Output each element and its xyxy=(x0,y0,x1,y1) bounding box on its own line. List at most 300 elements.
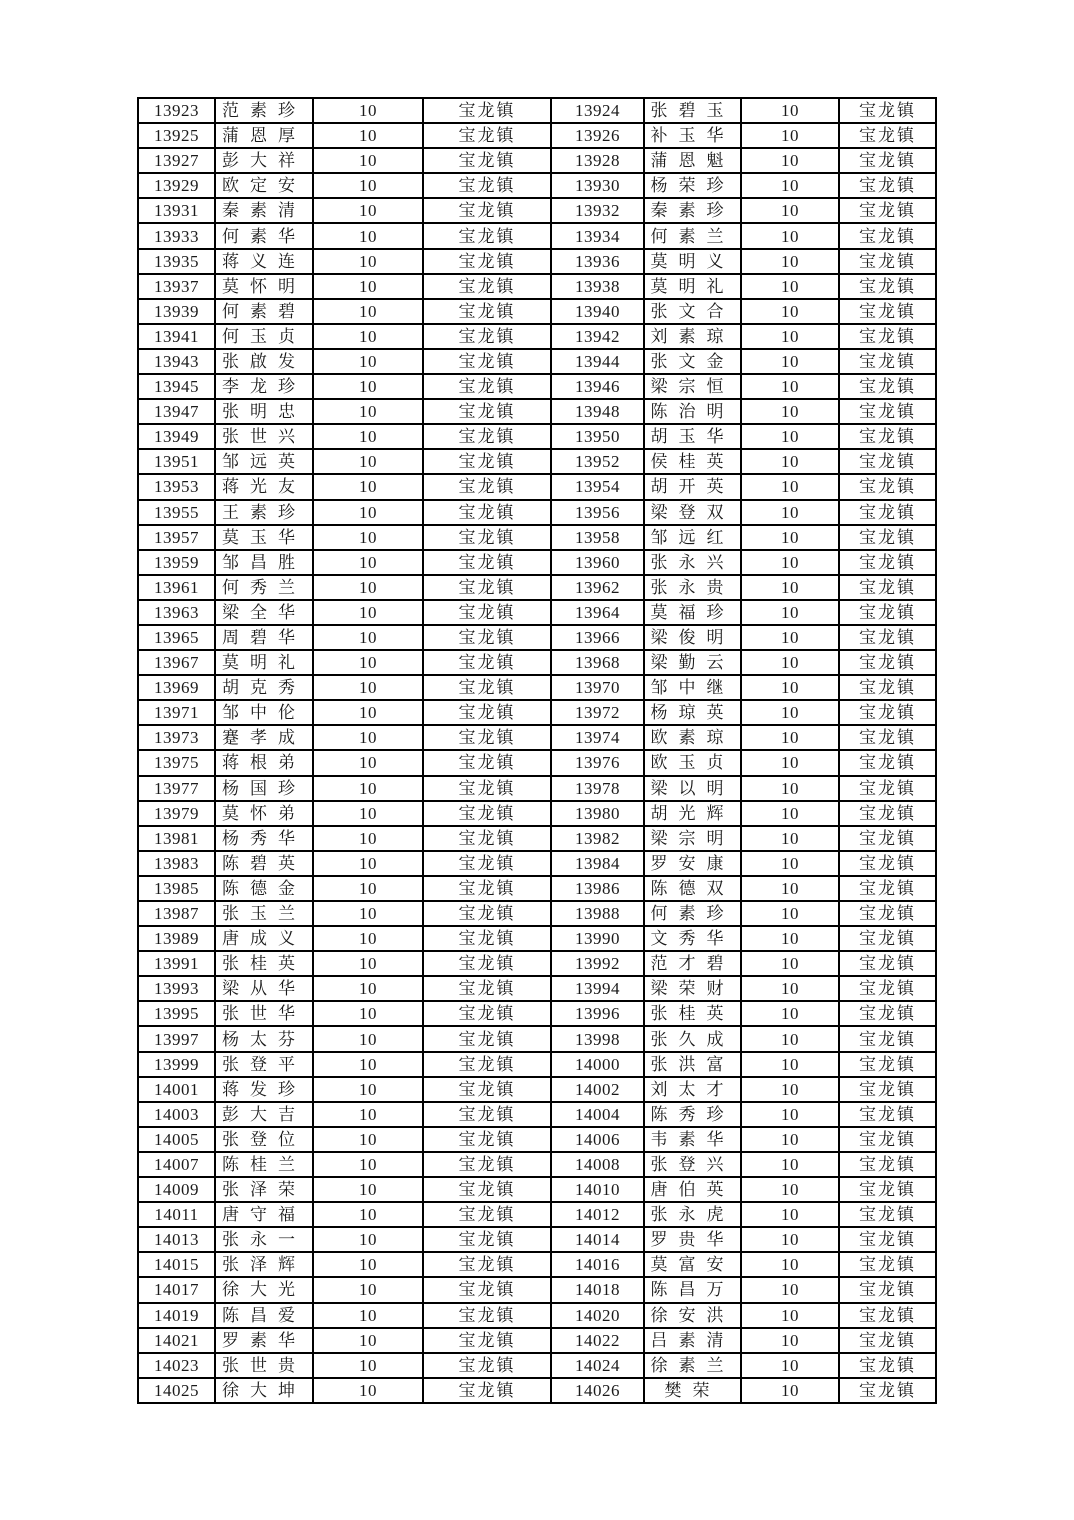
table-row xyxy=(138,374,936,399)
name-cell: 胡光辉 xyxy=(644,801,741,826)
amount-cell: 10 xyxy=(741,801,839,826)
name-cell: 梁登双 xyxy=(644,500,741,525)
id-cell: 14024 xyxy=(551,1353,644,1378)
town-cell: 宝龙镇 xyxy=(839,650,936,675)
town-cell: 宝龙镇 xyxy=(423,1077,551,1102)
amount-cell: 10 xyxy=(313,801,423,826)
name-cell: 张明忠 xyxy=(215,399,313,424)
amount-cell: 10 xyxy=(313,550,423,575)
amount-cell: 10 xyxy=(741,1353,839,1378)
id-cell: 14008 xyxy=(551,1152,644,1177)
amount-cell: 10 xyxy=(313,173,423,198)
name-cell: 陈碧英 xyxy=(215,851,313,876)
id-cell: 13979 xyxy=(138,801,215,826)
amount-cell: 10 xyxy=(741,575,839,600)
amount-cell: 10 xyxy=(313,851,423,876)
table-row xyxy=(138,851,936,876)
amount-cell: 10 xyxy=(741,951,839,976)
amount-cell: 10 xyxy=(313,1001,423,1026)
amount-cell: 10 xyxy=(313,198,423,223)
town-cell: 宝龙镇 xyxy=(423,349,551,374)
id-cell: 14009 xyxy=(138,1177,215,1202)
name-cell: 侯桂英 xyxy=(644,449,741,474)
table-row xyxy=(138,349,936,374)
id-cell: 14020 xyxy=(551,1303,644,1328)
amount-cell: 10 xyxy=(741,249,839,274)
name-cell: 樊荣 xyxy=(644,1378,741,1403)
amount-cell: 10 xyxy=(313,249,423,274)
name-cell: 梁俊明 xyxy=(644,625,741,650)
table-row xyxy=(138,1152,936,1177)
name-cell: 罗安康 xyxy=(644,851,741,876)
table-row xyxy=(138,1227,936,1252)
name-cell: 欧素琼 xyxy=(644,725,741,750)
table-row xyxy=(138,223,936,248)
amount-cell: 10 xyxy=(313,750,423,775)
town-cell: 宝龙镇 xyxy=(423,801,551,826)
id-cell: 13983 xyxy=(138,851,215,876)
id-cell: 14023 xyxy=(138,1353,215,1378)
amount-cell: 10 xyxy=(741,148,839,173)
name-cell: 陈德金 xyxy=(215,876,313,901)
town-cell: 宝龙镇 xyxy=(839,474,936,499)
town-cell: 宝龙镇 xyxy=(423,1328,551,1353)
id-cell: 13923 xyxy=(138,98,215,123)
town-cell: 宝龙镇 xyxy=(423,299,551,324)
town-cell: 宝龙镇 xyxy=(423,851,551,876)
id-cell: 13954 xyxy=(551,474,644,499)
amount-cell: 10 xyxy=(741,550,839,575)
id-cell: 13937 xyxy=(138,274,215,299)
name-cell: 杨秀华 xyxy=(215,826,313,851)
amount-cell: 10 xyxy=(741,500,839,525)
table-row xyxy=(138,1177,936,1202)
id-cell: 13961 xyxy=(138,575,215,600)
id-cell: 13930 xyxy=(551,173,644,198)
town-cell: 宝龙镇 xyxy=(839,349,936,374)
town-cell: 宝龙镇 xyxy=(423,1252,551,1277)
town-cell: 宝龙镇 xyxy=(423,926,551,951)
name-cell: 唐守福 xyxy=(215,1202,313,1227)
amount-cell: 10 xyxy=(313,1152,423,1177)
id-cell: 14007 xyxy=(138,1152,215,1177)
id-cell: 13940 xyxy=(551,299,644,324)
id-cell: 13929 xyxy=(138,173,215,198)
table-row xyxy=(138,1353,936,1378)
id-cell: 14010 xyxy=(551,1177,644,1202)
name-cell: 何素华 xyxy=(215,223,313,248)
name-cell: 周碧华 xyxy=(215,625,313,650)
amount-cell: 10 xyxy=(313,349,423,374)
amount-cell: 10 xyxy=(313,700,423,725)
town-cell: 宝龙镇 xyxy=(839,826,936,851)
table-row xyxy=(138,951,936,976)
id-cell: 13988 xyxy=(551,901,644,926)
amount-cell: 10 xyxy=(313,876,423,901)
town-cell: 宝龙镇 xyxy=(423,399,551,424)
town-cell: 宝龙镇 xyxy=(839,1328,936,1353)
id-cell: 13986 xyxy=(551,876,644,901)
town-cell: 宝龙镇 xyxy=(839,550,936,575)
table-row xyxy=(138,1001,936,1026)
name-cell: 张世兴 xyxy=(215,424,313,449)
town-cell: 宝龙镇 xyxy=(839,926,936,951)
town-cell: 宝龙镇 xyxy=(423,123,551,148)
id-cell: 14011 xyxy=(138,1202,215,1227)
town-cell: 宝龙镇 xyxy=(839,976,936,1001)
id-cell: 13963 xyxy=(138,600,215,625)
town-cell: 宝龙镇 xyxy=(423,976,551,1001)
town-cell: 宝龙镇 xyxy=(423,374,551,399)
town-cell: 宝龙镇 xyxy=(839,299,936,324)
town-cell: 宝龙镇 xyxy=(839,675,936,700)
name-cell: 莫怀明 xyxy=(215,274,313,299)
amount-cell: 10 xyxy=(741,600,839,625)
name-cell: 何素碧 xyxy=(215,299,313,324)
name-cell: 张桂英 xyxy=(215,951,313,976)
amount-cell: 10 xyxy=(741,901,839,926)
amount-cell: 10 xyxy=(741,675,839,700)
id-cell: 13925 xyxy=(138,123,215,148)
town-cell: 宝龙镇 xyxy=(423,826,551,851)
amount-cell: 10 xyxy=(313,600,423,625)
town-cell: 宝龙镇 xyxy=(423,1152,551,1177)
town-cell: 宝龙镇 xyxy=(839,249,936,274)
amount-cell: 10 xyxy=(741,374,839,399)
town-cell: 宝龙镇 xyxy=(423,173,551,198)
town-cell: 宝龙镇 xyxy=(839,901,936,926)
town-cell: 宝龙镇 xyxy=(423,525,551,550)
name-cell: 莫福珍 xyxy=(644,600,741,625)
town-cell: 宝龙镇 xyxy=(423,750,551,775)
town-cell: 宝龙镇 xyxy=(839,876,936,901)
id-cell: 13939 xyxy=(138,299,215,324)
id-cell: 14000 xyxy=(551,1052,644,1077)
town-cell: 宝龙镇 xyxy=(839,1303,936,1328)
town-cell: 宝龙镇 xyxy=(839,1202,936,1227)
amount-cell: 10 xyxy=(313,474,423,499)
name-cell: 蒲恩魁 xyxy=(644,148,741,173)
name-cell: 范素珍 xyxy=(215,98,313,123)
town-cell: 宝龙镇 xyxy=(423,650,551,675)
id-cell: 13945 xyxy=(138,374,215,399)
amount-cell: 10 xyxy=(741,1227,839,1252)
name-cell: 陈秀珍 xyxy=(644,1102,741,1127)
id-cell: 13965 xyxy=(138,625,215,650)
id-cell: 13946 xyxy=(551,374,644,399)
name-cell: 秦素珍 xyxy=(644,198,741,223)
town-cell: 宝龙镇 xyxy=(839,1026,936,1051)
table-row xyxy=(138,926,936,951)
name-cell: 邹中继 xyxy=(644,675,741,700)
id-cell: 13931 xyxy=(138,198,215,223)
name-cell: 张永虎 xyxy=(644,1202,741,1227)
table-row xyxy=(138,249,936,274)
name-cell: 陈治明 xyxy=(644,399,741,424)
amount-cell: 10 xyxy=(313,324,423,349)
name-cell: 梁以明 xyxy=(644,776,741,801)
town-cell: 宝龙镇 xyxy=(839,198,936,223)
town-cell: 宝龙镇 xyxy=(839,1177,936,1202)
name-cell: 何玉贞 xyxy=(215,324,313,349)
amount-cell: 10 xyxy=(741,525,839,550)
amount-cell: 10 xyxy=(313,650,423,675)
town-cell: 宝龙镇 xyxy=(839,223,936,248)
id-cell: 14017 xyxy=(138,1277,215,1302)
id-cell: 13949 xyxy=(138,424,215,449)
table-row xyxy=(138,801,936,826)
town-cell: 宝龙镇 xyxy=(839,500,936,525)
amount-cell: 10 xyxy=(313,299,423,324)
table-row xyxy=(138,750,936,775)
amount-cell: 10 xyxy=(313,1102,423,1127)
amount-cell: 10 xyxy=(741,1102,839,1127)
id-cell: 13992 xyxy=(551,951,644,976)
id-cell: 13967 xyxy=(138,650,215,675)
id-cell: 13975 xyxy=(138,750,215,775)
table-row xyxy=(138,776,936,801)
table-row xyxy=(138,1102,936,1127)
id-cell: 13957 xyxy=(138,525,215,550)
amount-cell: 10 xyxy=(313,1328,423,1353)
name-cell: 陈德双 xyxy=(644,876,741,901)
amount-cell: 10 xyxy=(313,374,423,399)
id-cell: 13955 xyxy=(138,500,215,525)
amount-cell: 10 xyxy=(313,1227,423,1252)
id-cell: 13991 xyxy=(138,951,215,976)
town-cell: 宝龙镇 xyxy=(839,851,936,876)
town-cell: 宝龙镇 xyxy=(423,474,551,499)
town-cell: 宝龙镇 xyxy=(423,1052,551,1077)
name-cell: 蒋光友 xyxy=(215,474,313,499)
town-cell: 宝龙镇 xyxy=(423,675,551,700)
amount-cell: 10 xyxy=(313,1353,423,1378)
amount-cell: 10 xyxy=(741,926,839,951)
id-cell: 14003 xyxy=(138,1102,215,1127)
name-cell: 邹中伦 xyxy=(215,700,313,725)
town-cell: 宝龙镇 xyxy=(839,1127,936,1152)
id-cell: 13985 xyxy=(138,876,215,901)
amount-cell: 10 xyxy=(741,98,839,123)
name-cell: 张桂英 xyxy=(644,1001,741,1026)
town-cell: 宝龙镇 xyxy=(839,625,936,650)
id-cell: 13993 xyxy=(138,976,215,1001)
town-cell: 宝龙镇 xyxy=(423,575,551,600)
town-cell: 宝龙镇 xyxy=(839,1052,936,1077)
table-row xyxy=(138,901,936,926)
amount-cell: 10 xyxy=(741,851,839,876)
town-cell: 宝龙镇 xyxy=(423,600,551,625)
name-cell: 陈桂兰 xyxy=(215,1152,313,1177)
name-cell: 吕素清 xyxy=(644,1328,741,1353)
town-cell: 宝龙镇 xyxy=(839,1277,936,1302)
amount-cell: 10 xyxy=(741,173,839,198)
town-cell: 宝龙镇 xyxy=(423,1177,551,1202)
town-cell: 宝龙镇 xyxy=(839,700,936,725)
town-cell: 宝龙镇 xyxy=(423,500,551,525)
table-row xyxy=(138,500,936,525)
town-cell: 宝龙镇 xyxy=(423,1001,551,1026)
town-cell: 宝龙镇 xyxy=(423,1353,551,1378)
table-row xyxy=(138,449,936,474)
town-cell: 宝龙镇 xyxy=(839,449,936,474)
id-cell: 13987 xyxy=(138,901,215,926)
id-cell: 13980 xyxy=(551,801,644,826)
name-cell: 罗素华 xyxy=(215,1328,313,1353)
amount-cell: 10 xyxy=(741,123,839,148)
town-cell: 宝龙镇 xyxy=(839,274,936,299)
table-row xyxy=(138,876,936,901)
id-cell: 13942 xyxy=(551,324,644,349)
amount-cell: 10 xyxy=(741,625,839,650)
table-row xyxy=(138,474,936,499)
amount-cell: 10 xyxy=(313,625,423,650)
table-row xyxy=(138,725,936,750)
town-cell: 宝龙镇 xyxy=(423,1378,551,1403)
amount-cell: 10 xyxy=(741,1127,839,1152)
amount-cell: 10 xyxy=(741,725,839,750)
name-cell: 刘太才 xyxy=(644,1077,741,1102)
name-cell: 蒋义连 xyxy=(215,249,313,274)
name-cell: 欧玉贞 xyxy=(644,750,741,775)
name-cell: 梁全华 xyxy=(215,600,313,625)
table-row xyxy=(138,1378,936,1403)
amount-cell: 10 xyxy=(313,1177,423,1202)
amount-cell: 10 xyxy=(313,223,423,248)
town-cell: 宝龙镇 xyxy=(839,424,936,449)
amount-cell: 10 xyxy=(313,148,423,173)
town-cell: 宝龙镇 xyxy=(423,1026,551,1051)
amount-cell: 10 xyxy=(313,575,423,600)
name-cell: 何秀兰 xyxy=(215,575,313,600)
name-cell: 唐成义 xyxy=(215,926,313,951)
name-cell: 莫明义 xyxy=(644,249,741,274)
id-cell: 13968 xyxy=(551,650,644,675)
id-cell: 13943 xyxy=(138,349,215,374)
town-cell: 宝龙镇 xyxy=(423,98,551,123)
amount-cell: 10 xyxy=(313,976,423,1001)
name-cell: 张泽荣 xyxy=(215,1177,313,1202)
amount-cell: 10 xyxy=(313,123,423,148)
name-cell: 莫怀弟 xyxy=(215,801,313,826)
amount-cell: 10 xyxy=(313,500,423,525)
id-cell: 14002 xyxy=(551,1077,644,1102)
id-cell: 14019 xyxy=(138,1303,215,1328)
table-row xyxy=(138,173,936,198)
id-cell: 13944 xyxy=(551,349,644,374)
amount-cell: 10 xyxy=(313,1127,423,1152)
table-row xyxy=(138,625,936,650)
id-cell: 13933 xyxy=(138,223,215,248)
name-cell: 梁从华 xyxy=(215,976,313,1001)
amount-cell: 10 xyxy=(741,474,839,499)
amount-cell: 10 xyxy=(313,98,423,123)
id-cell: 13956 xyxy=(551,500,644,525)
table-row xyxy=(138,976,936,1001)
name-cell: 张玉兰 xyxy=(215,901,313,926)
amount-cell: 10 xyxy=(741,1001,839,1026)
amount-cell: 10 xyxy=(741,826,839,851)
amount-cell: 10 xyxy=(313,951,423,976)
id-cell: 13951 xyxy=(138,449,215,474)
town-cell: 宝龙镇 xyxy=(839,1102,936,1127)
amount-cell: 10 xyxy=(741,650,839,675)
table-row xyxy=(138,550,936,575)
town-cell: 宝龙镇 xyxy=(423,700,551,725)
id-cell: 13971 xyxy=(138,700,215,725)
id-cell: 14015 xyxy=(138,1252,215,1277)
town-cell: 宝龙镇 xyxy=(423,274,551,299)
id-cell: 13935 xyxy=(138,249,215,274)
id-cell: 13959 xyxy=(138,550,215,575)
id-cell: 13990 xyxy=(551,926,644,951)
table-row xyxy=(138,525,936,550)
table-row xyxy=(138,324,936,349)
name-cell: 张啟发 xyxy=(215,349,313,374)
amount-cell: 10 xyxy=(741,198,839,223)
amount-cell: 10 xyxy=(741,1052,839,1077)
amount-cell: 10 xyxy=(313,274,423,299)
name-cell: 陈昌万 xyxy=(644,1277,741,1302)
town-cell: 宝龙镇 xyxy=(839,98,936,123)
id-cell: 13994 xyxy=(551,976,644,1001)
name-cell: 梁宗明 xyxy=(644,826,741,851)
name-cell: 蒋根弟 xyxy=(215,750,313,775)
table-row xyxy=(138,600,936,625)
name-cell: 杨国珍 xyxy=(215,776,313,801)
amount-cell: 10 xyxy=(741,1303,839,1328)
name-cell: 蹇孝成 xyxy=(215,725,313,750)
amount-cell: 10 xyxy=(313,449,423,474)
id-cell: 13927 xyxy=(138,148,215,173)
table-row xyxy=(138,123,936,148)
id-cell: 13982 xyxy=(551,826,644,851)
amount-cell: 10 xyxy=(313,776,423,801)
town-cell: 宝龙镇 xyxy=(839,776,936,801)
id-cell: 13997 xyxy=(138,1026,215,1051)
amount-cell: 10 xyxy=(313,926,423,951)
id-cell: 13962 xyxy=(551,575,644,600)
id-cell: 14012 xyxy=(551,1202,644,1227)
id-cell: 13938 xyxy=(551,274,644,299)
id-cell: 13998 xyxy=(551,1026,644,1051)
name-cell: 徐大光 xyxy=(215,1277,313,1302)
id-cell: 13924 xyxy=(551,98,644,123)
town-cell: 宝龙镇 xyxy=(423,1227,551,1252)
name-cell: 陈昌爱 xyxy=(215,1303,313,1328)
amount-cell: 10 xyxy=(313,826,423,851)
town-cell: 宝龙镇 xyxy=(839,801,936,826)
amount-cell: 10 xyxy=(741,349,839,374)
amount-cell: 10 xyxy=(741,399,839,424)
amount-cell: 10 xyxy=(741,274,839,299)
amount-cell: 10 xyxy=(741,1202,839,1227)
table-row xyxy=(138,1127,936,1152)
id-cell: 13984 xyxy=(551,851,644,876)
name-cell: 罗贵华 xyxy=(644,1227,741,1252)
name-cell: 张登平 xyxy=(215,1052,313,1077)
amount-cell: 10 xyxy=(741,776,839,801)
table-row xyxy=(138,98,936,123)
id-cell: 14016 xyxy=(551,1252,644,1277)
name-cell: 何素珍 xyxy=(644,901,741,926)
amount-cell: 10 xyxy=(313,1252,423,1277)
name-cell: 张文合 xyxy=(644,299,741,324)
id-cell: 13976 xyxy=(551,750,644,775)
table-row xyxy=(138,1252,936,1277)
town-cell: 宝龙镇 xyxy=(423,876,551,901)
name-cell: 张登兴 xyxy=(644,1152,741,1177)
